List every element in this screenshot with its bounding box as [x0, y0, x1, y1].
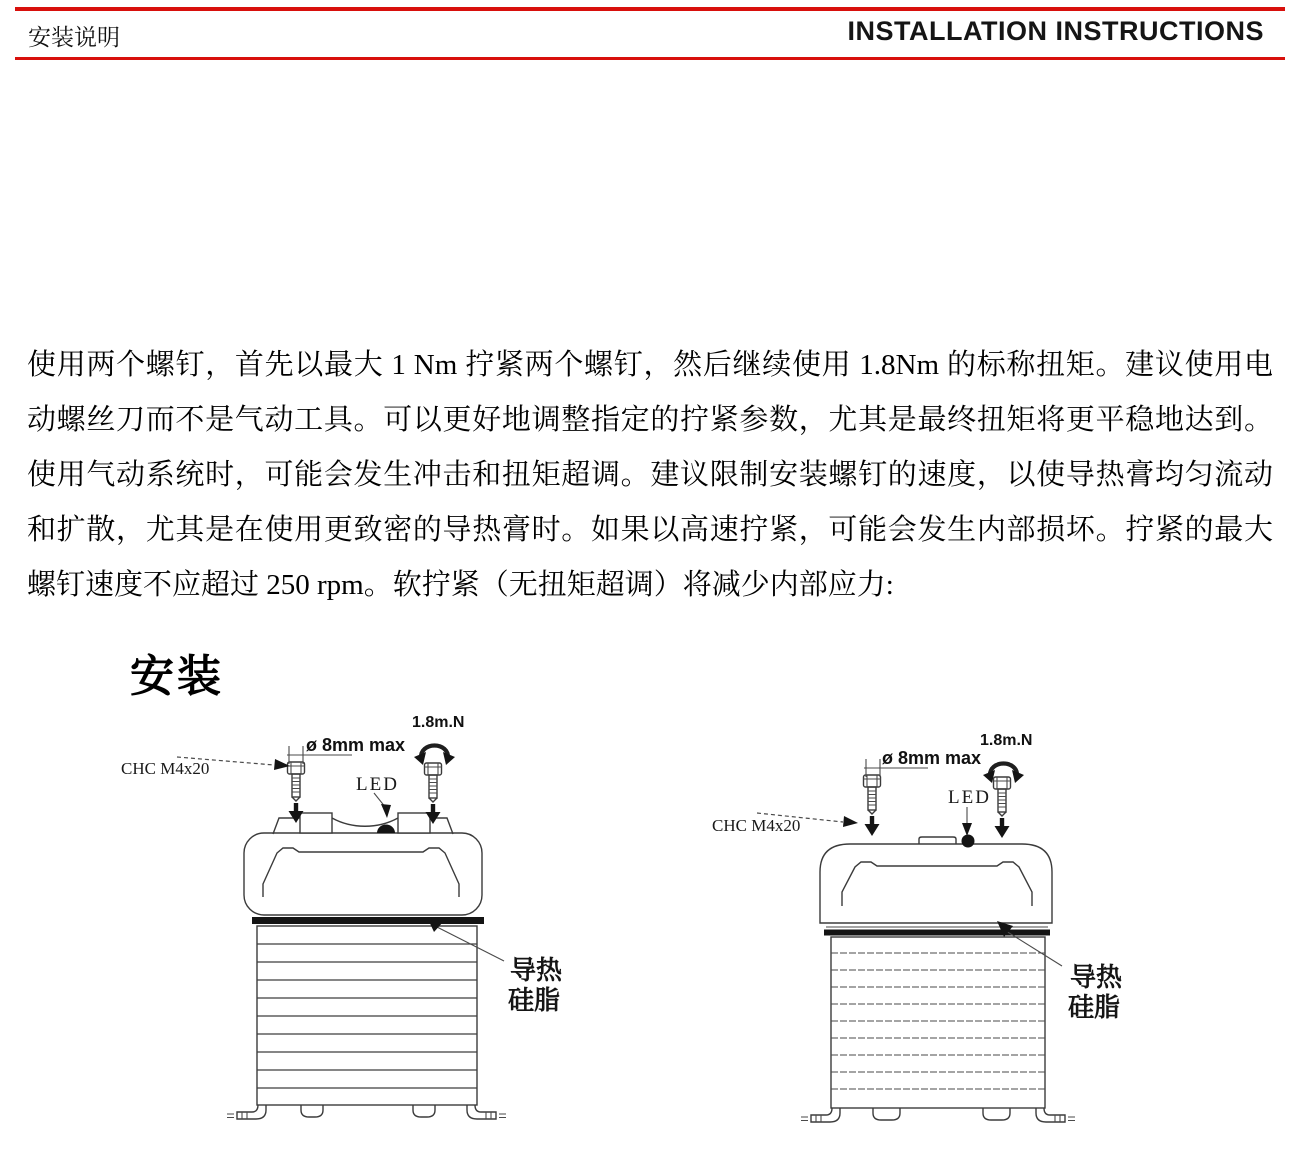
- device-body: [244, 833, 482, 915]
- torque-label: 1.8m.N: [980, 732, 1033, 749]
- thermal-pad: [824, 930, 1050, 936]
- screw-boss-right: [398, 813, 430, 833]
- header-title-zh: 安装说明: [28, 25, 120, 50]
- header-title-en: INSTALLATION INSTRUCTIONS: [847, 16, 1264, 46]
- torque-label: 1.8m.N: [412, 714, 465, 731]
- device-body: [820, 844, 1052, 923]
- screw-icon: [864, 775, 881, 814]
- grease-label-line1: 导热: [1070, 962, 1123, 992]
- mounting-bracket-left: [811, 1108, 840, 1122]
- installation-diagram-right: [690, 715, 1185, 1165]
- led-indicator: [377, 825, 395, 834]
- device-top-tab: [919, 837, 956, 844]
- installation-diagram-left: [115, 700, 590, 1165]
- section-heading: 安装: [130, 652, 224, 701]
- mounting-bracket-right: [1036, 1108, 1065, 1122]
- led-arrowhead: [962, 823, 972, 836]
- led-label: LED: [948, 787, 991, 808]
- led-indicator: [962, 835, 975, 848]
- screw-depth-label: ø 8mm max: [306, 735, 406, 755]
- depth-dimension: [864, 748, 981, 777]
- mounting-bracket-right: [467, 1105, 496, 1119]
- down-arrow-icon: [995, 818, 1010, 838]
- thermal-pad: [252, 917, 484, 924]
- mounting-bracket-left: [237, 1105, 266, 1119]
- mounting-foot-left-tab: [301, 1105, 323, 1117]
- screw-type-label: CHC M4x20: [121, 759, 210, 778]
- grease-label-line1: 导热: [510, 955, 563, 985]
- mounting-foot-right-tab: [983, 1108, 1010, 1120]
- instructions-paragraph: 使用两个螺钉，首先以最大 1 Nm 拧紧两个螺钉，然后继续使用 1.8Nm 的标称扭矩。建议使用电动螺丝刀而不是气动工具。可以更好地调整指定的拧紧参数，尤其是最终扭矩将更平稳地达到。使用气动系统时，可能会发生冲击和扭矩超调。建议限制安装螺钉的速度，以使导热膏均匀流动和扩散，尤其是在使用更致密的导热膏时。如果以高速拧紧，可能会发生内部损坏。拧紧的最大螺钉速度不应超过 250 rpm。软拧紧（无扭矩超调）将减少内部应力:: [27, 349, 1273, 601]
- screw-icon: [994, 777, 1011, 816]
- header-rule: [15, 57, 1285, 60]
- grease-label-line2: 硅脂: [1068, 992, 1121, 1022]
- screw-icon: [288, 762, 305, 801]
- torque-arrow-icon: [983, 764, 1024, 784]
- mounting-foot-right-tab: [413, 1105, 435, 1117]
- leader-arrowhead: [381, 804, 391, 818]
- leader-arrowhead: [843, 816, 858, 827]
- grease-label-line2: 硅脂: [508, 985, 561, 1015]
- depth-dimension: [287, 735, 405, 764]
- heatsink: [831, 937, 1045, 1108]
- screw-depth-label: ø 8mm max: [882, 748, 982, 768]
- torque-arrow-icon: [414, 746, 455, 766]
- screw-boss-left: [300, 813, 332, 833]
- mounting-foot-left-tab: [873, 1108, 900, 1120]
- screw-type-label: CHC M4x20: [712, 816, 801, 835]
- led-label: LED: [356, 774, 399, 795]
- down-arrow-icon: [865, 816, 880, 836]
- top-rule: [15, 7, 1285, 11]
- screw-icon: [425, 763, 442, 802]
